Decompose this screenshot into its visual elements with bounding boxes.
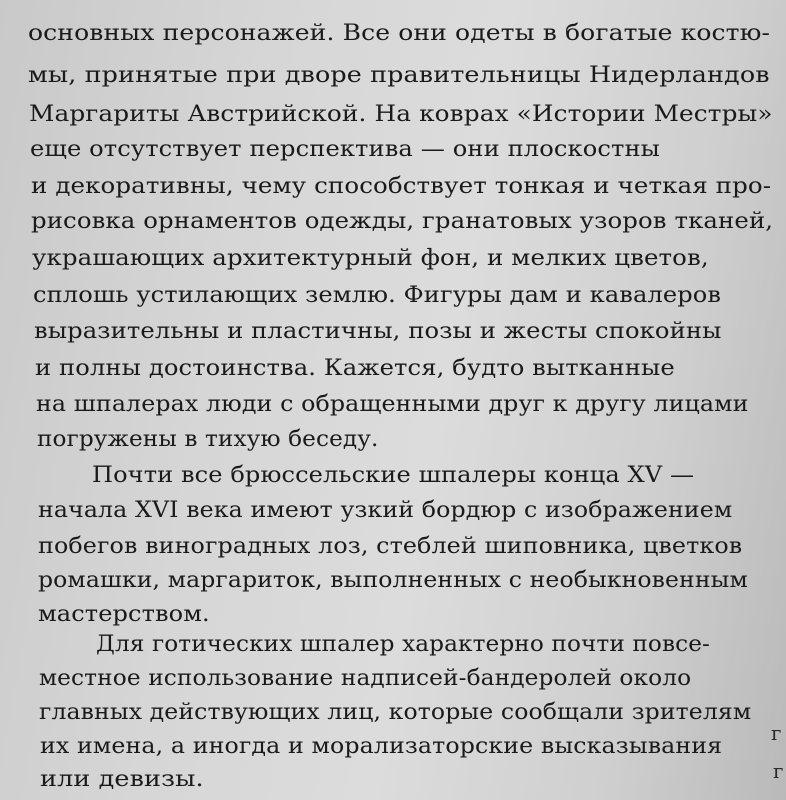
text-line: Почти все брюссельские шпалеры конца XV — [92,462,695,488]
text-line: Для готических шпалер характерно почти повсе- [96,631,710,657]
text-line: Маргариты Австрийской. На коврах «Истории Местры» [29,101,773,127]
text-line: мы, принятые при дворе правительницы Нидерландов [28,62,770,88]
text-line: еще отсутствует перспектива — они плоскостны [30,136,660,162]
margin-mark: г [771,721,782,745]
text-line: и полны достоинства. Кажется, будто вытканные [35,355,675,381]
text-line: погружены в тихую беседу. [37,426,379,452]
text-line: сплошь устилающих землю. Фигуры дам и кавалеров [33,282,722,308]
text-line: начала XVI века имеют узкий бордюр с изображением [38,497,733,523]
text-line: выразительны и пластичны, позы и жесты спокойны [34,318,722,344]
text-line: украшающих архитектурный фон, и мелких цветов, [32,245,709,271]
text-line: основных персонажей. Все они одеты в богатые костю- [28,20,771,46]
text-line: рисовка орнаментов одежды, гранатовых узоров тканей, [31,208,774,234]
text-line: ромашки, маргариток, выполненных с необыкновенным [38,567,748,593]
text-line: их имена, а иногда и морализаторские высказывания [40,733,723,759]
text-line: местное использование надписей-бандеролей около [39,665,692,691]
text-line: главных действующих лиц, которые сообщали зрителям [39,699,752,725]
text-line: или девизы. [40,766,204,792]
text-line: и декоративны, чему способствует тонкая и четкая про- [31,173,772,199]
text-line: на шпалерах люди с обращенными друг к другу лицами [36,391,749,417]
margin-mark: г [773,759,784,783]
text-line: побегов виноградных лоз, стеблей шиповника, цветков [38,533,743,559]
text-line: мастерством. [38,601,210,627]
